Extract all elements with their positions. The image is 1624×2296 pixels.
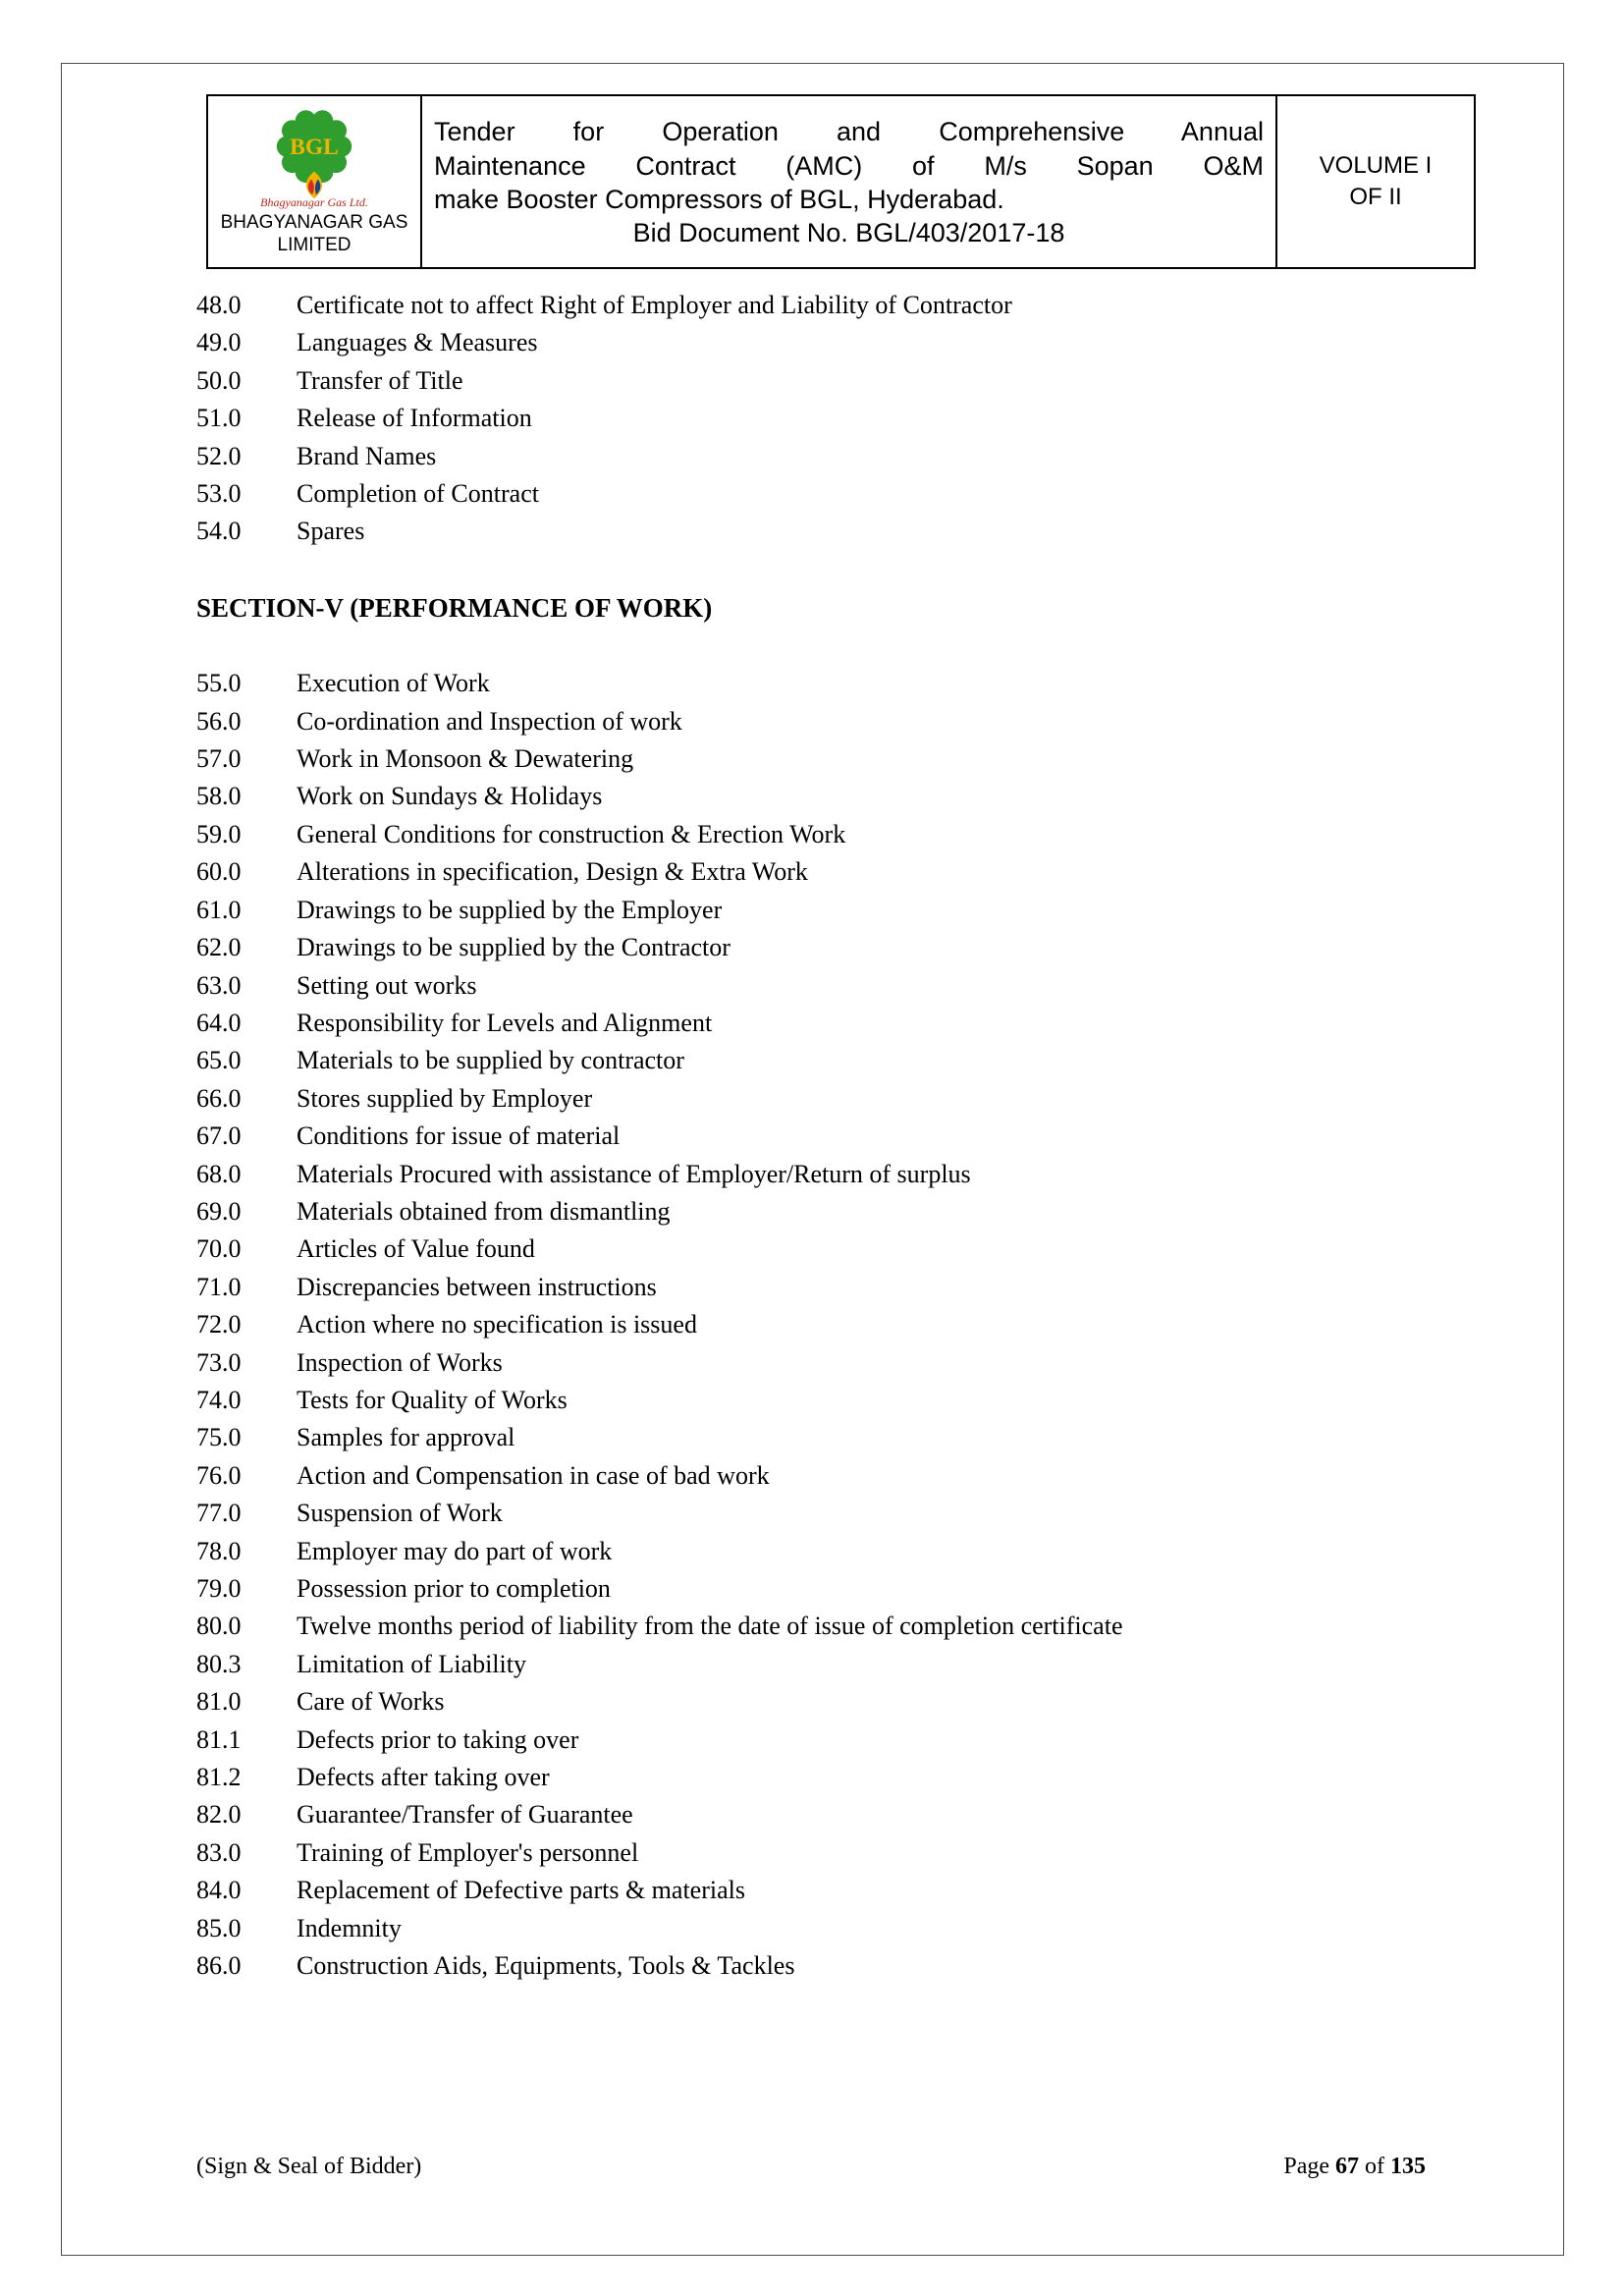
- page-word: Page: [1283, 2154, 1329, 2179]
- toc-item-title: Tests for Quality of Works: [297, 1385, 568, 1414]
- page-footer: [196, 2154, 1426, 2180]
- toc-item: [196, 1570, 1443, 1608]
- toc-item-number: 77.0: [196, 1499, 242, 1528]
- toc-item-number: 80.0: [196, 1612, 242, 1641]
- toc-list-before-section: [196, 287, 1443, 551]
- toc-item-number: 50.0: [196, 365, 242, 395]
- toc-item: [196, 1457, 1443, 1495]
- toc-item: [196, 1080, 1443, 1118]
- toc-item: [196, 1796, 1443, 1833]
- toc-item-title: Articles of Value found: [297, 1234, 535, 1264]
- volume-line1: VOLUME I: [1319, 151, 1433, 179]
- toc-item-number: 71.0: [196, 1272, 242, 1301]
- toc-item: [196, 778, 1443, 815]
- toc-item: [196, 1193, 1443, 1230]
- toc-item: [196, 1306, 1443, 1343]
- toc-item: [196, 853, 1443, 891]
- toc-item: [196, 703, 1443, 740]
- toc-item-number: 52.0: [196, 441, 242, 470]
- logo-cell: [208, 96, 422, 267]
- toc-item-title: Construction Aids, Equipments, Tools & Tackles: [297, 1951, 795, 1981]
- toc-item-title: Materials Procured with assistance of Employer/Return of surplus: [297, 1159, 971, 1188]
- toc-item-title: General Conditions for construction & Erection Work: [297, 819, 846, 848]
- toc-item-title: Drawings to be supplied by the Employer: [297, 895, 723, 924]
- toc-item: [196, 1118, 1443, 1155]
- toc-item-number: 56.0: [196, 706, 242, 736]
- toc-item-number: 53.0: [196, 479, 242, 509]
- toc-item-number: 62.0: [196, 933, 242, 962]
- toc-item: [196, 1156, 1443, 1193]
- toc-item-title: Certificate not to affect Right of Employer and Liability of Contractor: [297, 291, 1012, 319]
- toc-item: [196, 362, 1443, 400]
- toc-item-title: Work in Monsoon & Dewatering: [297, 744, 634, 774]
- toc-item-number: 59.0: [196, 819, 242, 848]
- toc-item-number: 73.0: [196, 1347, 242, 1377]
- toc-item: [196, 1722, 1443, 1759]
- toc-item-title: Guarantee/Transfer of Guarantee: [297, 1800, 633, 1830]
- toc-item-number: 75.0: [196, 1423, 242, 1452]
- toc-item: [196, 438, 1443, 475]
- toc-item-number: 84.0: [196, 1876, 242, 1905]
- toc-item-title: Samples for approval: [297, 1423, 515, 1452]
- toc-item-title: Defects after taking over: [297, 1763, 550, 1792]
- toc-item-number: 57.0: [196, 744, 242, 774]
- toc-item-title: Brand Names: [297, 441, 437, 470]
- toc-item-title: Setting out works: [297, 970, 477, 1000]
- toc-item-title: Inspection of Works: [297, 1347, 503, 1377]
- toc-item: [196, 740, 1443, 778]
- toc-item-number: 68.0: [196, 1159, 242, 1188]
- toc-item-number: 54.0: [196, 517, 242, 546]
- toc-item-number: 81.2: [196, 1763, 242, 1792]
- toc-item-title: Employer may do part of work: [297, 1536, 613, 1565]
- toc-item-number: 67.0: [196, 1121, 242, 1151]
- toc-item-number: 80.3: [196, 1649, 242, 1678]
- toc-item-number: 51.0: [196, 404, 242, 433]
- toc-item: [196, 513, 1443, 550]
- toc-item-number: 76.0: [196, 1460, 242, 1490]
- toc-item: [196, 1759, 1443, 1796]
- toc-item-number: 55.0: [196, 669, 242, 698]
- toc-item-number: 64.0: [196, 1008, 242, 1037]
- toc-item-number: 58.0: [196, 782, 242, 811]
- tender-title-line-3: make Booster Compressors of BGL, Hyderabad.: [434, 185, 1004, 214]
- toc-item-title: Drawings to be supplied by the Contractor: [297, 933, 731, 962]
- toc-item-title: Responsibility for Levels and Alignment: [297, 1008, 713, 1037]
- toc-item: [196, 1910, 1443, 1947]
- toc-item-title: Action where no specification is issued: [297, 1310, 697, 1339]
- bgl-logo-icon: [256, 106, 372, 202]
- toc-item-title: Release of Information: [297, 404, 532, 433]
- toc-item-title: Limitation of Liability: [297, 1649, 526, 1678]
- page-number: 67: [1335, 2154, 1359, 2179]
- table-of-contents: [196, 287, 1443, 1985]
- toc-item-number: 66.0: [196, 1083, 242, 1113]
- toc-item-number: 83.0: [196, 1837, 242, 1867]
- toc-item-number: 60.0: [196, 857, 242, 887]
- toc-item: [196, 1495, 1443, 1532]
- tender-title-line-2: Maintenance Contract (AMC) of M/s Sopan O&M: [434, 150, 1264, 181]
- toc-item: [196, 1042, 1443, 1079]
- toc-item-number: 79.0: [196, 1574, 242, 1603]
- toc-item: [196, 1269, 1443, 1306]
- toc-item-title: Materials to be supplied by contractor: [297, 1046, 684, 1075]
- toc-item-number: 81.0: [196, 1687, 242, 1717]
- org-name-line1: BHAGYANAGAR GAS: [220, 212, 408, 234]
- toc-item-title: Execution of Work: [297, 669, 490, 698]
- toc-item: [196, 1533, 1443, 1570]
- toc-item: [196, 1947, 1443, 1985]
- page-indicator: [1283, 2154, 1426, 2180]
- toc-item-number: 70.0: [196, 1234, 242, 1264]
- toc-item-number: 61.0: [196, 895, 242, 924]
- toc-item-title: Materials obtained from dismantling: [297, 1196, 671, 1226]
- toc-item: [196, 1872, 1443, 1909]
- toc-item-title: Alterations in specification, Design & Extra Work: [297, 857, 808, 887]
- toc-item-number: 85.0: [196, 1913, 242, 1942]
- toc-item-title: Stores supplied by Employer: [297, 1083, 593, 1113]
- toc-item-number: 72.0: [196, 1310, 242, 1339]
- toc-item: [196, 1005, 1443, 1042]
- toc-item-number: 48.0: [196, 291, 242, 319]
- toc-item: [196, 929, 1443, 966]
- section-heading: SECTION-V (PERFORMANCE OF WORK): [196, 592, 713, 623]
- toc-item: [196, 1646, 1443, 1683]
- document-header: [206, 94, 1476, 269]
- toc-item-number: 81.1: [196, 1724, 242, 1754]
- org-name-line2: LIMITED: [277, 235, 352, 256]
- toc-item: [196, 1230, 1443, 1268]
- sign-seal-text: (Sign & Seal of Bidder): [196, 2154, 422, 2179]
- toc-item: [196, 324, 1443, 361]
- toc-item: [196, 1344, 1443, 1382]
- toc-item-number: 69.0: [196, 1196, 242, 1226]
- logo-monogram: BGL: [290, 135, 339, 161]
- toc-item: [196, 1382, 1443, 1419]
- toc-item-number: 65.0: [196, 1046, 242, 1075]
- of-word: of: [1365, 2154, 1384, 2179]
- toc-item: [196, 967, 1443, 1005]
- toc-item-title: Spares: [297, 517, 365, 546]
- toc-item: [196, 816, 1443, 853]
- toc-item: [196, 665, 1443, 702]
- toc-list-after-section: [196, 665, 1443, 1985]
- toc-item-number: 86.0: [196, 1951, 242, 1981]
- toc-item-title: Defects prior to taking over: [297, 1724, 579, 1754]
- bid-document-line: Bid Document No. BGL/403/2017-18: [632, 218, 1065, 248]
- toc-item-number: 78.0: [196, 1536, 242, 1565]
- toc-item: [196, 1683, 1443, 1721]
- toc-item-title: Work on Sundays & Holidays: [297, 782, 603, 811]
- toc-item: [196, 400, 1443, 437]
- toc-item-title: Suspension of Work: [297, 1499, 503, 1528]
- toc-item-title: Co-ordination and Inspection of work: [297, 706, 682, 736]
- page-total: 135: [1390, 2154, 1426, 2179]
- toc-item-title: Discrepancies between instructions: [297, 1272, 657, 1301]
- toc-item: [196, 1608, 1443, 1645]
- toc-item-title: Care of Works: [297, 1687, 445, 1717]
- toc-item-title: Action and Compensation in case of bad work: [297, 1460, 770, 1490]
- toc-item-title: Languages & Measures: [297, 328, 538, 357]
- toc-item: [196, 287, 1443, 324]
- toc-item-title: Twelve months period of liability from the date of issue of completion certificate: [297, 1612, 1123, 1641]
- title-cell: [422, 96, 1277, 267]
- toc-item-title: Conditions for issue of material: [297, 1121, 621, 1151]
- volume-line2: OF II: [1349, 184, 1402, 210]
- toc-item-title: Indemnity: [297, 1913, 402, 1942]
- toc-item-title: Training of Employer's personnel: [297, 1837, 639, 1867]
- logo-brand-small: Bhagyanagar Gas Ltd.: [260, 195, 368, 210]
- toc-item: [196, 475, 1443, 513]
- toc-item-number: 82.0: [196, 1800, 242, 1830]
- toc-item-number: 63.0: [196, 970, 242, 1000]
- org-name: [221, 212, 408, 257]
- toc-item-number: 49.0: [196, 328, 242, 357]
- toc-item: [196, 892, 1443, 929]
- toc-item-title: Completion of Contract: [297, 479, 539, 509]
- toc-item: [196, 1834, 1443, 1872]
- toc-item-title: Replacement of Defective parts & materials: [297, 1876, 745, 1905]
- volume-cell: [1277, 96, 1474, 267]
- toc-item-title: Possession prior to completion: [297, 1574, 611, 1603]
- toc-item-number: 74.0: [196, 1385, 242, 1414]
- toc-item-title: Transfer of Title: [297, 365, 463, 395]
- tender-title-line-1: Tender for Operation and Comprehensive Annual: [434, 117, 1264, 147]
- toc-item: [196, 1419, 1443, 1456]
